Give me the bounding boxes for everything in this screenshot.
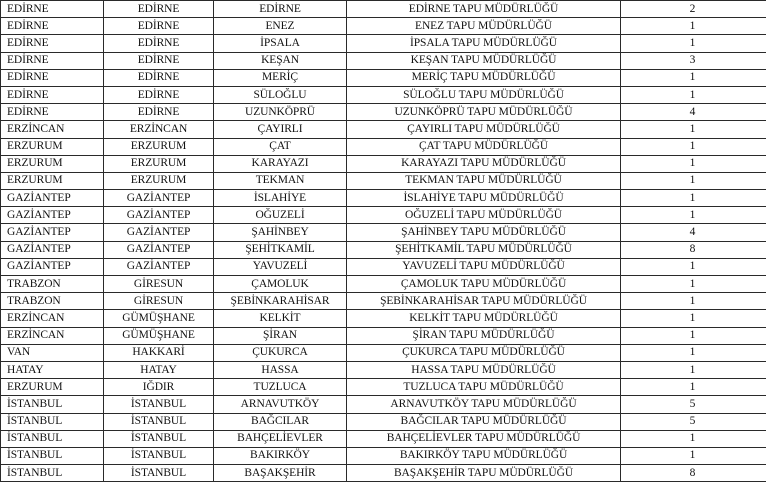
region-cell: ERZİNCAN [1, 327, 104, 344]
region-cell: İSTANBUL [1, 413, 104, 430]
province-cell: GÜMÜŞHANE [104, 310, 214, 327]
province-cell: EDİRNE [104, 18, 214, 35]
count-cell: 1 [621, 35, 766, 52]
office-cell: UZUNKÖPRÜ TAPU MÜDÜRLÜĞÜ [347, 104, 621, 121]
province-cell: ERZİNCAN [104, 121, 214, 138]
district-cell: ÇAT [214, 138, 347, 155]
district-cell: OĞUZELİ [214, 207, 347, 224]
region-cell: EDİRNE [1, 69, 104, 86]
province-cell: İSTANBUL [104, 465, 214, 482]
count-cell: 1 [621, 155, 766, 172]
province-cell: EDİRNE [104, 35, 214, 52]
count-cell: 4 [621, 224, 766, 241]
region-cell: EDİRNE [1, 104, 104, 121]
table-row [1, 447, 766, 464]
count-cell: 1 [621, 190, 766, 207]
province-cell: ERZURUM [104, 172, 214, 189]
table-row [1, 121, 766, 138]
count-cell: 1 [621, 172, 766, 189]
province-cell: EDİRNE [104, 1, 214, 18]
province-cell: ERZURUM [104, 138, 214, 155]
office-cell: ENEZ TAPU MÜDÜRLÜĞÜ [347, 18, 621, 35]
district-cell: ÇUKURCA [214, 344, 347, 361]
district-cell: BAKIRKÖY [214, 447, 347, 464]
region-cell: GAZİANTEP [1, 241, 104, 258]
district-cell: BAHÇELİEVLER [214, 430, 347, 447]
count-cell: 1 [621, 447, 766, 464]
province-cell: IĞDIR [104, 379, 214, 396]
table-row [1, 379, 766, 396]
province-cell: GAZİANTEP [104, 190, 214, 207]
table-row [1, 104, 766, 121]
region-cell: İSTANBUL [1, 396, 104, 413]
province-cell: GAZİANTEP [104, 224, 214, 241]
office-cell: BAKIRKÖY TAPU MÜDÜRLÜĞÜ [347, 447, 621, 464]
count-cell: 2 [621, 1, 766, 18]
office-cell: ŞEBİNKARAHİSAR TAPU MÜDÜRLÜĞÜ [347, 293, 621, 310]
region-cell: HATAY [1, 361, 104, 378]
district-cell: KELKİT [214, 310, 347, 327]
district-cell: ŞEHİTKAMİL [214, 241, 347, 258]
province-cell: GİRESUN [104, 276, 214, 293]
office-cell: SÜLOĞLU TAPU MÜDÜRLÜĞÜ [347, 86, 621, 103]
office-cell: ÇUKURCA TAPU MÜDÜRLÜĞÜ [347, 344, 621, 361]
office-cell: ÇAYIRLI TAPU MÜDÜRLÜĞÜ [347, 121, 621, 138]
region-cell: ERZURUM [1, 379, 104, 396]
table-row [1, 86, 766, 103]
district-cell: MERİÇ [214, 69, 347, 86]
office-cell: TUZLUCA TAPU MÜDÜRLÜĞÜ [347, 379, 621, 396]
district-cell: ARNAVUTKÖY [214, 396, 347, 413]
count-cell: 1 [621, 361, 766, 378]
count-cell: 8 [621, 241, 766, 258]
district-cell: BAŞAKŞEHİR [214, 465, 347, 482]
province-cell: EDİRNE [104, 86, 214, 103]
count-cell: 1 [621, 310, 766, 327]
province-cell: EDİRNE [104, 69, 214, 86]
table-row [1, 155, 766, 172]
province-cell: GÜMÜŞHANE [104, 327, 214, 344]
count-cell: 1 [621, 344, 766, 361]
district-cell: YAVUZELİ [214, 258, 347, 275]
count-cell: 1 [621, 138, 766, 155]
province-cell: İSTANBUL [104, 447, 214, 464]
office-cell: EDİRNE TAPU MÜDÜRLÜĞÜ [347, 1, 621, 18]
province-cell: GAZİANTEP [104, 207, 214, 224]
table-row [1, 224, 766, 241]
region-cell: ERZURUM [1, 155, 104, 172]
district-cell: HASSA [214, 361, 347, 378]
table-row [1, 361, 766, 378]
province-cell: İSTANBUL [104, 396, 214, 413]
office-cell: KEŞAN TAPU MÜDÜRLÜĞÜ [347, 52, 621, 69]
office-cell: BAŞAKŞEHİR TAPU MÜDÜRLÜĞÜ [347, 465, 621, 482]
district-cell: UZUNKÖPRÜ [214, 104, 347, 121]
table-row [1, 52, 766, 69]
region-cell: İSTANBUL [1, 465, 104, 482]
district-cell: ENEZ [214, 18, 347, 35]
district-cell: BAĞCILAR [214, 413, 347, 430]
table-row [1, 18, 766, 35]
region-cell: ERZİNCAN [1, 121, 104, 138]
province-cell: ERZURUM [104, 155, 214, 172]
count-cell: 1 [621, 18, 766, 35]
district-cell: İSLAHİYE [214, 190, 347, 207]
province-cell: EDİRNE [104, 52, 214, 69]
table-row [1, 430, 766, 447]
table-row [1, 327, 766, 344]
district-cell: ŞEBİNKARAHİSAR [214, 293, 347, 310]
region-cell: GAZİANTEP [1, 190, 104, 207]
region-cell: GAZİANTEP [1, 224, 104, 241]
count-cell: 1 [621, 121, 766, 138]
office-cell: ŞİRAN TAPU MÜDÜRLÜĞÜ [347, 327, 621, 344]
table-row [1, 276, 766, 293]
table-row [1, 172, 766, 189]
table-row [1, 207, 766, 224]
table-row [1, 138, 766, 155]
province-cell: HAKKARİ [104, 344, 214, 361]
district-cell: ŞAHİNBEY [214, 224, 347, 241]
table-row [1, 1, 766, 18]
count-cell: 1 [621, 207, 766, 224]
province-cell: HATAY [104, 361, 214, 378]
count-cell: 1 [621, 327, 766, 344]
office-cell: ŞEHİTKAMİL TAPU MÜDÜRLÜĞÜ [347, 241, 621, 258]
office-cell: ŞAHİNBEY TAPU MÜDÜRLÜĞÜ [347, 224, 621, 241]
region-cell: EDİRNE [1, 18, 104, 35]
district-cell: KARAYAZI [214, 155, 347, 172]
count-cell: 1 [621, 86, 766, 103]
region-cell: EDİRNE [1, 1, 104, 18]
count-cell: 1 [621, 276, 766, 293]
province-cell: EDİRNE [104, 104, 214, 121]
office-cell: TEKMAN TAPU MÜDÜRLÜĞÜ [347, 172, 621, 189]
province-cell: GAZİANTEP [104, 241, 214, 258]
region-cell: ERZURUM [1, 172, 104, 189]
province-cell: GAZİANTEP [104, 258, 214, 275]
office-cell: HASSA TAPU MÜDÜRLÜĞÜ [347, 361, 621, 378]
region-cell: TRABZON [1, 276, 104, 293]
district-cell: SÜLOĞLU [214, 86, 347, 103]
office-table-body [1, 1, 766, 482]
region-cell: İSTANBUL [1, 447, 104, 464]
region-cell: EDİRNE [1, 35, 104, 52]
region-cell: TRABZON [1, 293, 104, 310]
district-cell: ÇAYIRLI [214, 121, 347, 138]
province-cell: GİRESUN [104, 293, 214, 310]
office-cell: KELKİT TAPU MÜDÜRLÜĞÜ [347, 310, 621, 327]
district-cell: TEKMAN [214, 172, 347, 189]
count-cell: 8 [621, 465, 766, 482]
district-cell: TUZLUCA [214, 379, 347, 396]
table-row [1, 293, 766, 310]
count-cell: 1 [621, 258, 766, 275]
office-cell: ARNAVUTKÖY TAPU MÜDÜRLÜĞÜ [347, 396, 621, 413]
office-cell: MERİÇ TAPU MÜDÜRLÜĞÜ [347, 69, 621, 86]
office-cell: BAĞCILAR TAPU MÜDÜRLÜĞÜ [347, 413, 621, 430]
table-row [1, 35, 766, 52]
district-cell: ŞİRAN [214, 327, 347, 344]
table-row [1, 413, 766, 430]
region-cell: VAN [1, 344, 104, 361]
office-cell: YAVUZELİ TAPU MÜDÜRLÜĞÜ [347, 258, 621, 275]
count-cell: 1 [621, 69, 766, 86]
count-cell: 4 [621, 104, 766, 121]
count-cell: 1 [621, 430, 766, 447]
count-cell: 1 [621, 379, 766, 396]
table-row [1, 396, 766, 413]
region-cell: İSTANBUL [1, 430, 104, 447]
table-row [1, 241, 766, 258]
region-cell: GAZİANTEP [1, 207, 104, 224]
count-cell: 5 [621, 413, 766, 430]
region-cell: EDİRNE [1, 52, 104, 69]
region-cell: GAZİANTEP [1, 258, 104, 275]
table-row [1, 465, 766, 482]
table-row [1, 190, 766, 207]
region-cell: ERZİNCAN [1, 310, 104, 327]
office-cell: İPSALA TAPU MÜDÜRLÜĞÜ [347, 35, 621, 52]
office-cell: İSLAHİYE TAPU MÜDÜRLÜĞÜ [347, 190, 621, 207]
district-cell: EDİRNE [214, 1, 347, 18]
district-cell: İPSALA [214, 35, 347, 52]
office-cell: ÇAMOLUK TAPU MÜDÜRLÜĞÜ [347, 276, 621, 293]
office-cell: OĞUZELİ TAPU MÜDÜRLÜĞÜ [347, 207, 621, 224]
count-cell: 5 [621, 396, 766, 413]
district-cell: ÇAMOLUK [214, 276, 347, 293]
province-cell: İSTANBUL [104, 413, 214, 430]
region-cell: EDİRNE [1, 86, 104, 103]
province-cell: İSTANBUL [104, 430, 214, 447]
count-cell: 3 [621, 52, 766, 69]
office-cell: ÇAT TAPU MÜDÜRLÜĞÜ [347, 138, 621, 155]
table-row [1, 258, 766, 275]
office-cell: BAHÇELİEVLER TAPU MÜDÜRLÜĞÜ [347, 430, 621, 447]
region-cell: ERZURUM [1, 138, 104, 155]
district-cell: KEŞAN [214, 52, 347, 69]
office-cell: KARAYAZI TAPU MÜDÜRLÜĞÜ [347, 155, 621, 172]
table-row [1, 310, 766, 327]
count-cell: 1 [621, 293, 766, 310]
table-row [1, 69, 766, 86]
table-row [1, 344, 766, 361]
